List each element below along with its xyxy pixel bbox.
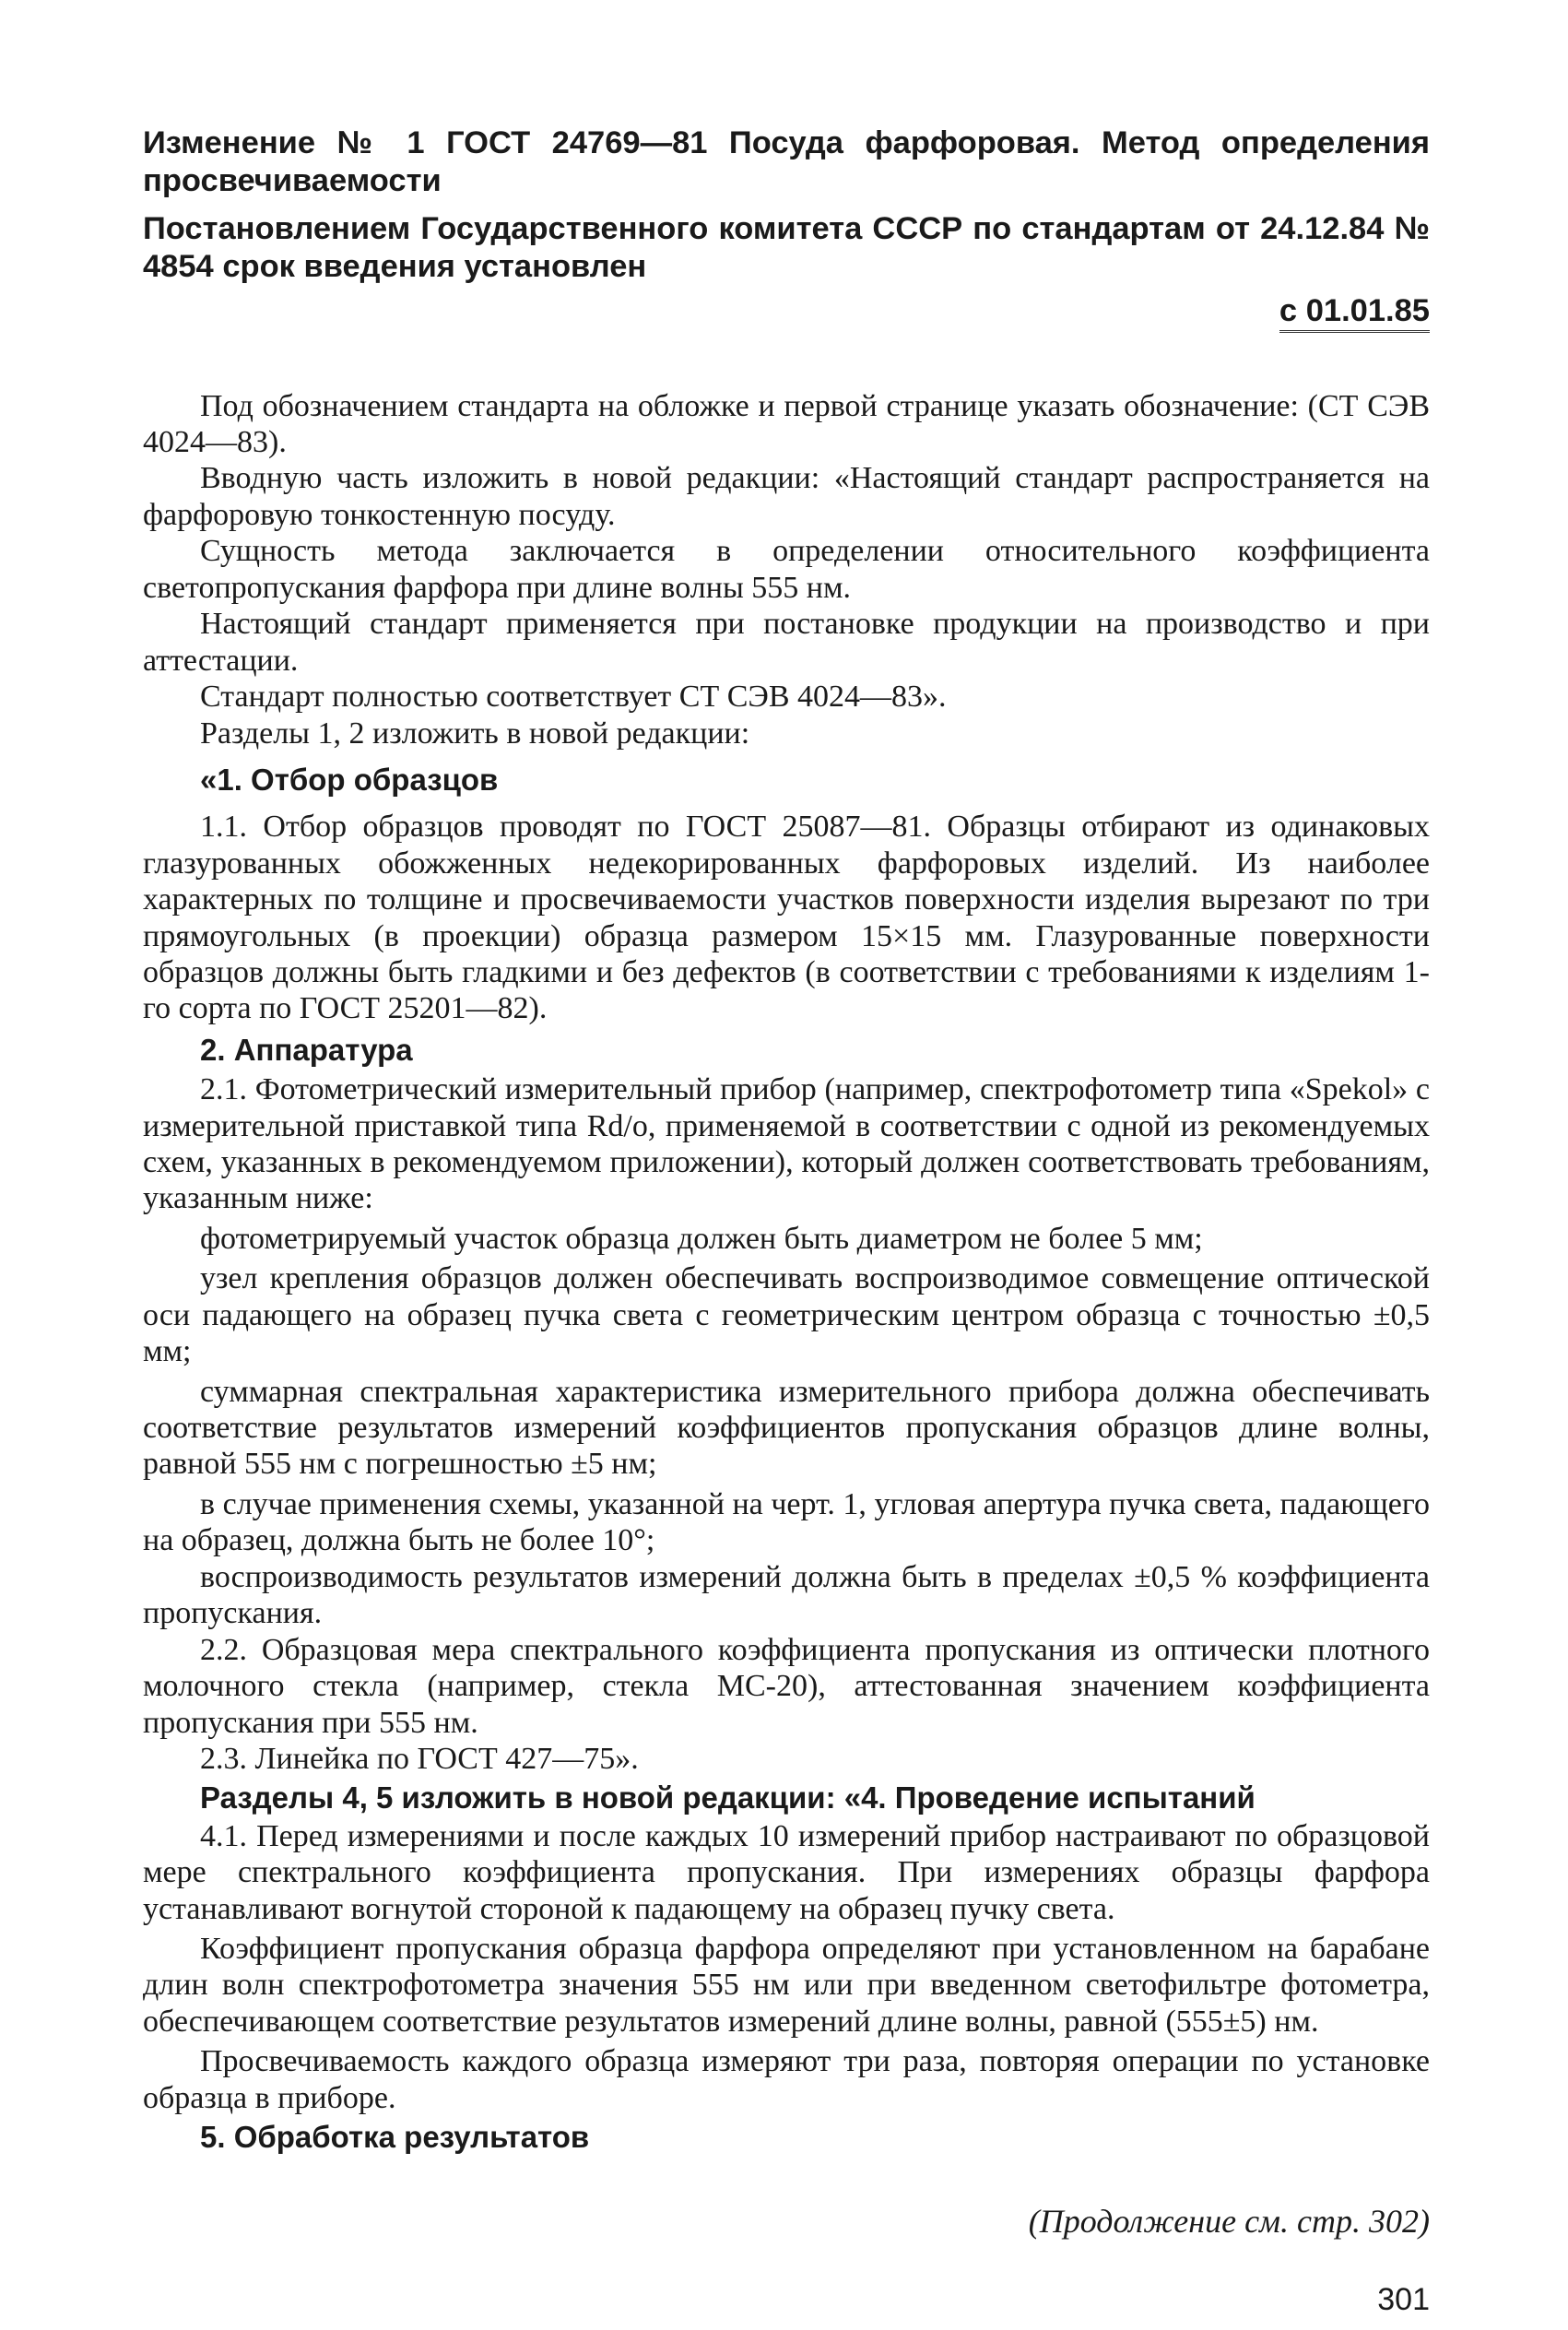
requirement-spectral: суммарная спектральная характеристика измерительного прибора должна обеспечивать соответствие результатов измерений коэффициентов пропускания образцов длине волны, равной 555 нм с погрешностью ±5 нм; — [143, 1374, 1430, 1482]
paragraph-application: Настоящий стандарт применяется при постановке продукции на производство и при аттестации. — [143, 607, 1430, 678]
requirement-aperture: в случае применения схемы, указанной на черт. 1, угловая апертура пучка света, падающего на образец, должна быть не более 10°; — [143, 1486, 1430, 1558]
amendment-title: Изменение № 1 ГОСТ 24769—81 Посуда фарфоровая. Метод определения просвечиваемости — [143, 125, 1430, 199]
paragraph-intro-new: Вводную часть изложить в новой редакции: «Настоящий стандарт распространяется на фарфоровую тонкостенную посуду. — [143, 461, 1430, 532]
requirement-area: фотометрируемый участок образца должен быть диаметром не более 5 мм; — [200, 1221, 1203, 1256]
continued-note: (Продолжение см. стр. 302) — [1028, 2203, 1430, 2241]
paragraph-2-2: 2.2. Образцовая мера спектрального коэффициента пропускания из оптически плотного молочного стекла (например, стекла МС-20), аттестованная значением коэффициента пропускания при 555 нм. — [143, 1632, 1430, 1740]
section-heading-results: 5. Обработка результатов — [200, 2120, 590, 2155]
effective-date: с 01.01.85 — [1279, 293, 1430, 333]
requirement-reproducibility: воспроизводимость результатов измерений должна быть в пределах ±0,5 % коэффициента пропускания. — [143, 1559, 1430, 1631]
paragraph-compliance: Стандарт полностью соответствует СТ СЭВ 4024—83». — [200, 680, 947, 715]
section-heading-sampling: «1. Отбор образцов — [200, 762, 499, 797]
section-heading-apparatus: 2. Аппаратура — [200, 1032, 413, 1067]
paragraph-4-1: 4.1. Перед измерениями и после каждых 10 измерений прибор настраивают по образцовой мере спектрального коэффициента пропускания. При измерениях образцы фарфора устанавливают вогнутой стороной к падающему на образец пучку света. — [143, 1818, 1430, 1926]
paragraph-method-essence: Сущность метода заключается в определении относительного коэффициента светопропускания фарфора при длине волны 555 нм. — [143, 534, 1430, 605]
paragraph-1-1: 1.1. Отбор образцов проводят по ГОСТ 25087—81. Образцы отбирают из одинаковых глазурованных обожженных недекорированных фарфоровых изделий. Из наиболее характерных по толщине и просвечиваемости участков поверхности изделия вырезают по три прямоугольных (в проекции) образца размером 15×15 мм. Глазурованные поверхности образцов должны быть гладкими и без дефектов (в соответствии с требованиями к изделиям 1-го сорта по ГОСТ 25201—82). — [143, 810, 1430, 1026]
paragraph-transmittance: Коэффициент пропускания образца фарфора определяют при установленном на барабане длин волн спектрофотометра значения 555 нм или при введенном светофильтре фотометра, обеспечивающем соответствие результатов измерений длине волны, равной (555±5) нм. — [143, 1932, 1430, 2039]
page-number: 301 — [1377, 2282, 1430, 2318]
effective-date-line — [143, 292, 1430, 329]
section-heading-testing: Разделы 4, 5 изложить в новой редакции: «4. Проведение испытаний — [200, 1780, 1256, 1816]
decree-text: Постановлением Государственного комитета СССР по стандартам от 24.12.84 № 4854 срок введения установлен — [143, 210, 1430, 285]
paragraph-2-1: 2.1. Фотометрический измерительный прибор (например, спектрофотометр типа «Spekol» с измерительной приставкой типа Rd/o, применяемой в соответствии с одной из рекомендуемых схем, указанных в рекомендуемом приложении), который должен соответствовать требованиям, указанным ниже: — [143, 1072, 1430, 1216]
requirement-mount: узел крепления образцов должен обеспечивать воспроизводимое совмещение оптической оси падающего на образец пучка света с геометрическим центром образца с точностью ±0,5 мм; — [143, 1261, 1430, 1369]
document-body — [143, 388, 1430, 2156]
paragraph-sections-1-2: Разделы 1, 2 изложить в новой редакции: — [200, 716, 750, 751]
paragraph-designation: Под обозначением стандарта на обложке и первой странице указать обозначение: (СТ СЭВ 4024—83). — [143, 388, 1430, 460]
paragraph-repeat: Просвечиваемость каждого образца измеряют три раза, повторяя операции по установке образца в приборе. — [143, 2044, 1430, 2115]
paragraph-2-3: 2.3. Линейка по ГОСТ 427—75». — [200, 1741, 639, 1776]
